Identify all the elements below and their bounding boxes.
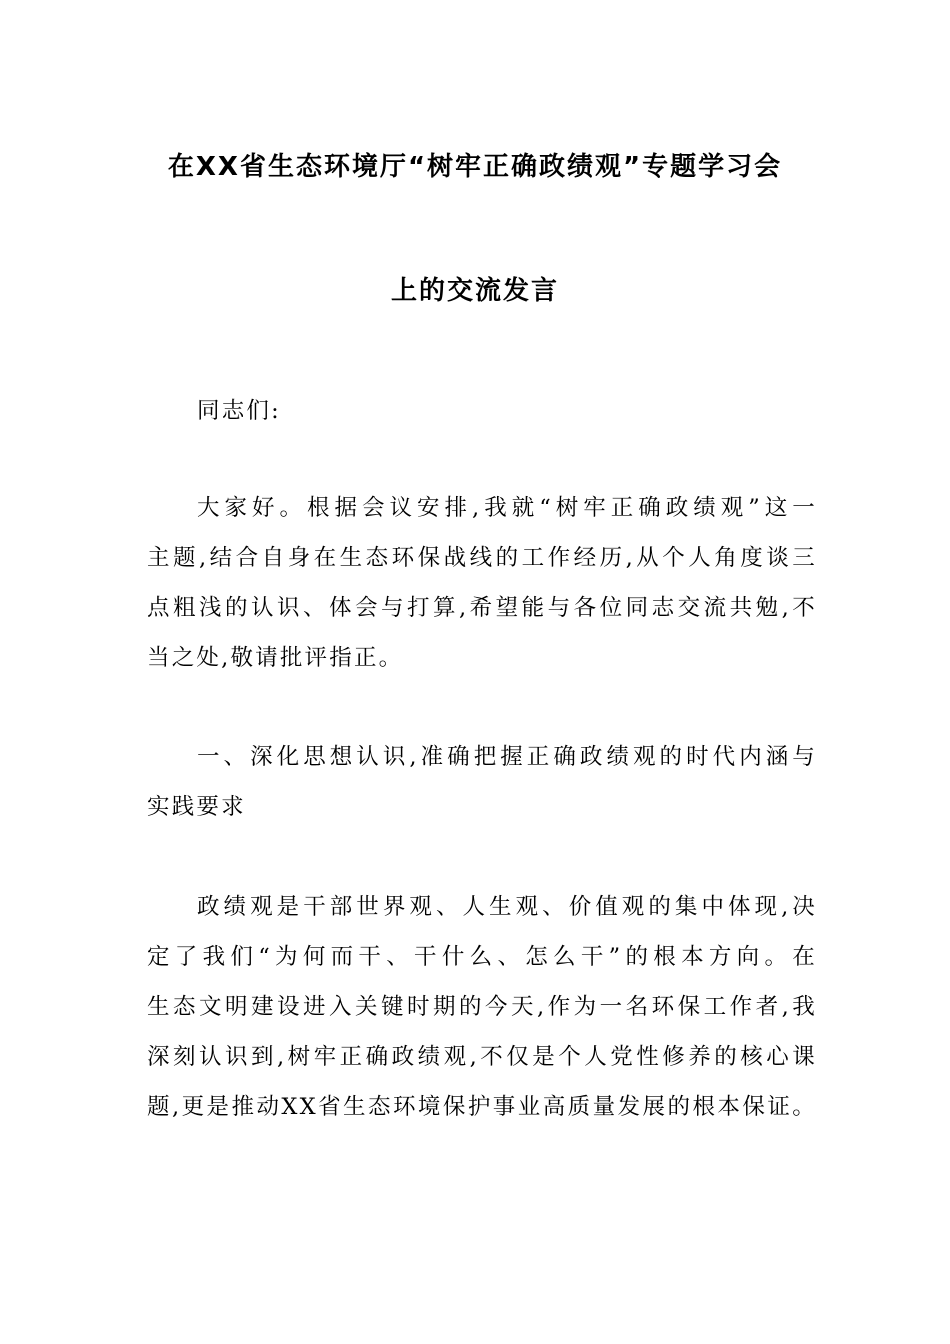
paragraph-line: 大家好。根据会议安排,我就“树牢正确政绩观”这一	[197, 495, 817, 521]
paragraph-line: 题,更是推动XX省生态环境保护事业高质量发展的根本保证。	[147, 1094, 817, 1120]
paragraph-line: 政绩观是干部世界观、人生观、价值观的集中体现,决	[197, 894, 817, 920]
paragraph-line: 深刻认识到,树牢正确政绩观,不仅是个人党性修养的核心课	[147, 1044, 817, 1070]
heading-line: 一、深化思想认识,准确把握正确政绩观的时代内涵与	[197, 744, 817, 770]
title-line-2: 上的交流发言	[390, 276, 559, 306]
paragraph-line: 当之处,敬请批评指正。	[147, 645, 404, 671]
paragraph-line: 定了我们“为何而干、干什么、怎么干”的根本方向。在	[147, 944, 817, 970]
paragraph-line: 生态文明建设进入关键时期的今天,作为一名环保工作者,我	[147, 994, 817, 1020]
paragraph-line: 主题,结合自身在生态环保战线的工作经历,从个人角度谈三	[147, 545, 817, 571]
paragraph-line: 点粗浅的认识、体会与打算,希望能与各位同志交流共勉,不	[147, 595, 817, 621]
title-line-1: 在XX省生态环境厅“树牢正确政绩观”专题学习会	[167, 152, 783, 182]
heading-line: 实践要求	[147, 794, 246, 820]
salutation: 同志们:	[197, 398, 281, 424]
